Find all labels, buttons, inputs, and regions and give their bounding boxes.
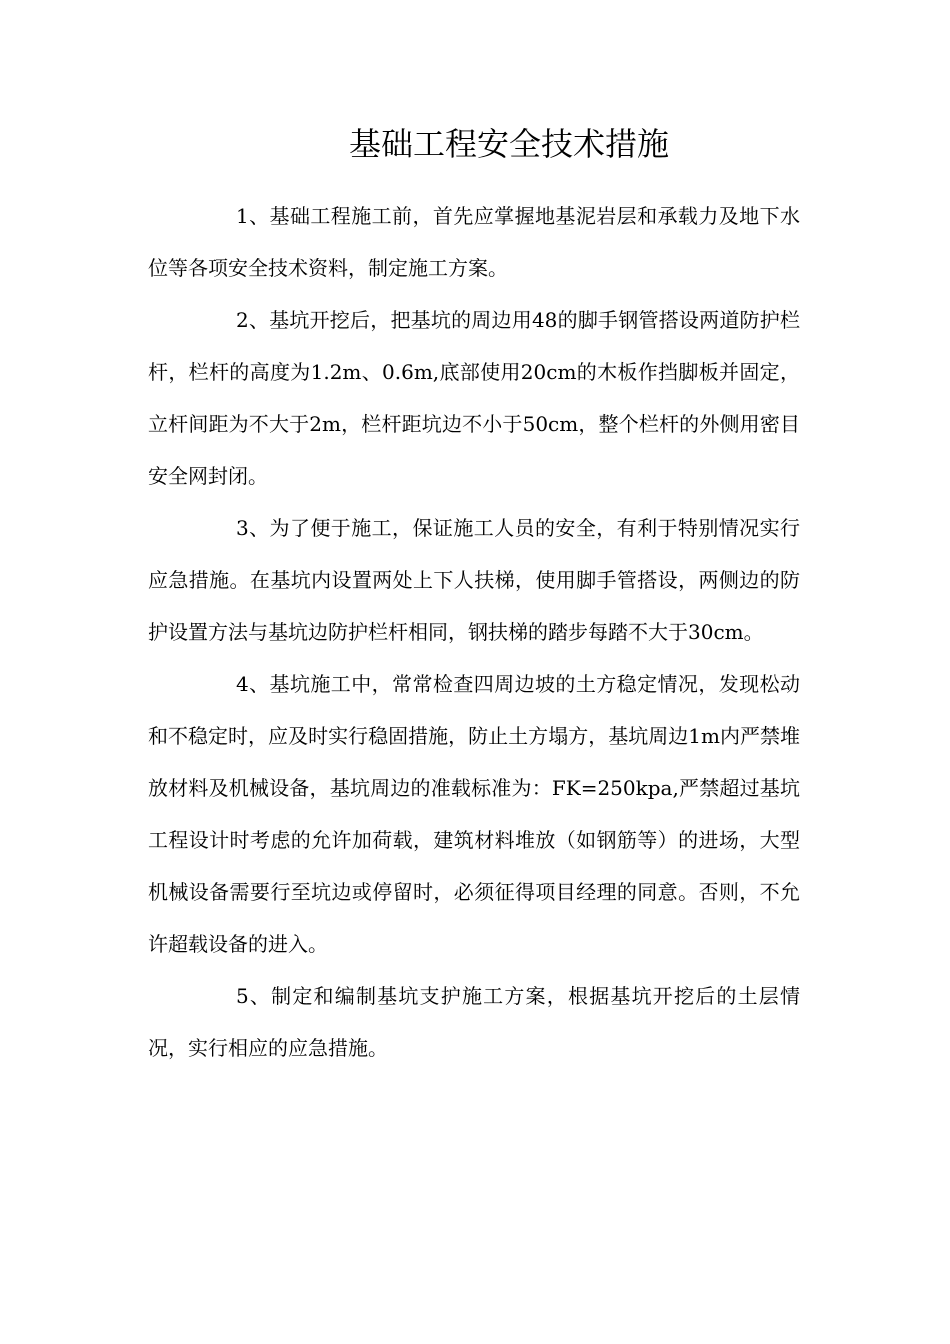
paragraph-4: 4、基坑施工中，常常检查四周边坡的土方稳定情况，发现松动和不稳定时，应及时实行稳固措施，防止土方塌方，基坑周边1m内严禁堆放材料及机械设备，基坑周边的准载标准为：FK=250kpa,严禁超过基坑工程设计时考虑的允许加荷载，建筑材料堆放（如钢筋等）的进场，大型机械设备需要行至坑边或停留时，必须征得项目经理的同意。否则，不允许超载设备的进入。 xyxy=(148,672,800,956)
document-body xyxy=(148,190,800,1074)
paragraph-1: 1、基础工程施工前，首先应掌握地基泥岩层和承载力及地下水位等各项安全技术资料，制定施工方案。 xyxy=(148,204,800,280)
paragraph-3: 3、为了便于施工，保证施工人员的安全，有利于特别情况实行应急措施。在基坑内设置两处上下人扶梯，使用脚手管搭设，两侧边的防护设置方法与基坑边防护栏杆相同，钢扶梯的踏步每踏不大于30cm。 xyxy=(148,516,800,644)
paragraph-2: 2、基坑开挖后，把基坑的周边用48的脚手钢管搭设两道防护栏杆，栏杆的高度为1.2m、0.6m,底部使用20cm的木板作挡脚板并固定，立杆间距为不大于2m，栏杆距坑边不小于50cm，整个栏杆的外侧用密目安全网封闭。 xyxy=(148,308,800,488)
paragraph-5: 5、制定和编制基坑支护施工方案，根据基坑开挖后的土层情况，实行相应的应急措施。 xyxy=(148,984,800,1060)
page-title: 基础工程安全技术措施 xyxy=(348,125,669,163)
